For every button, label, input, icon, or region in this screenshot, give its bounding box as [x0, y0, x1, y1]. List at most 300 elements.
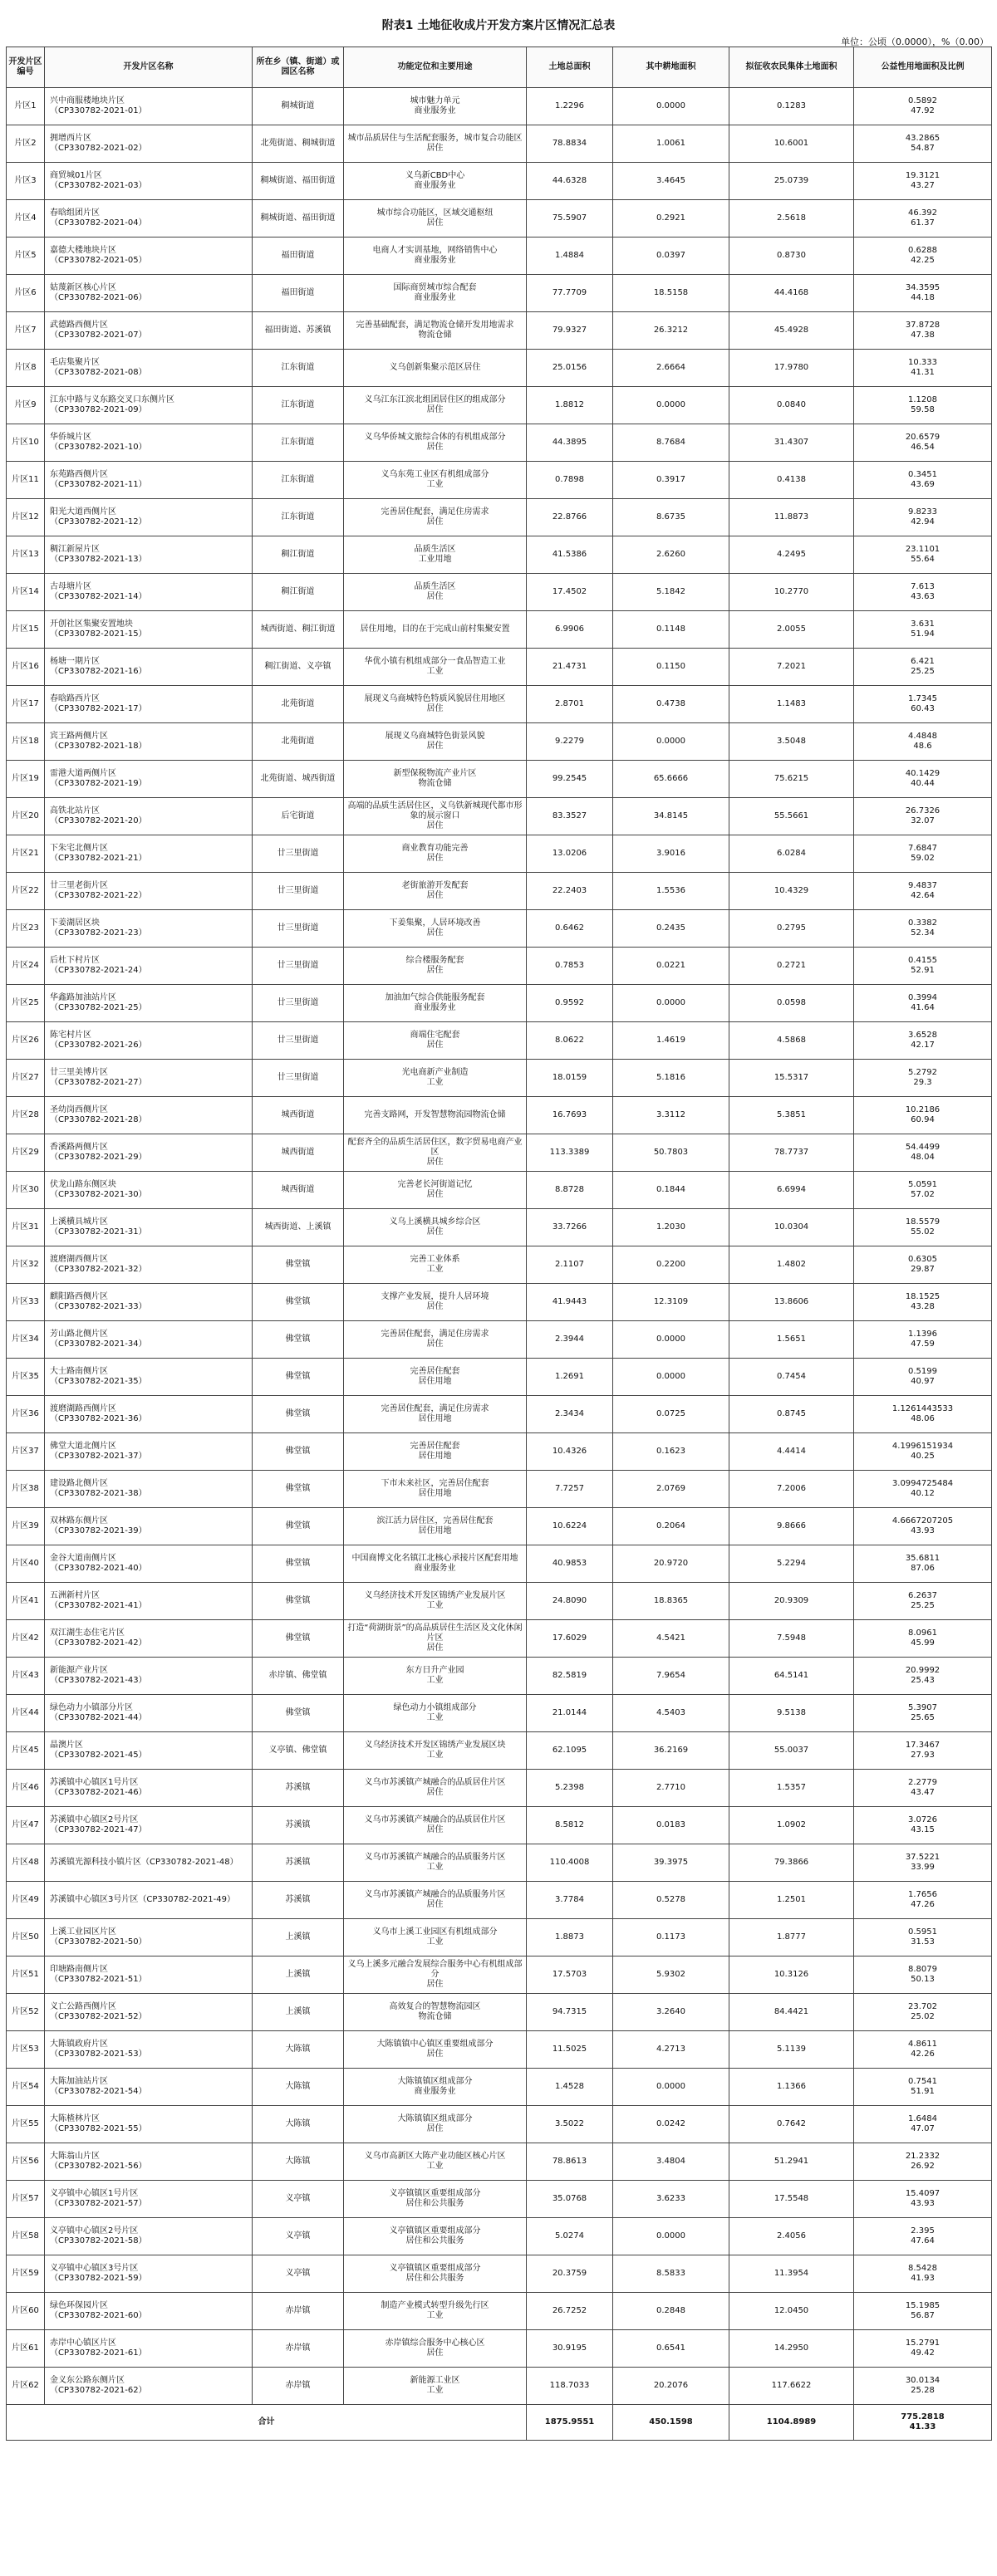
cell-farmland: 20.9720 — [613, 1545, 729, 1583]
cell-collective: 0.8745 — [729, 1396, 854, 1433]
cell-collective: 78.7737 — [729, 1134, 854, 1172]
cell-farmland: 1.0061 — [613, 125, 729, 163]
cell-farmland: 0.3917 — [613, 462, 729, 499]
header-area: 土地总面积 — [527, 47, 613, 88]
cell-name: 渡磨湖西侧片区 （CP330782-2021-32） — [45, 1246, 253, 1284]
cell-code: 片区32 — [7, 1246, 45, 1284]
cell-farmland: 2.6664 — [613, 350, 729, 387]
table-row — [7, 1433, 992, 1471]
table-row — [7, 1246, 992, 1284]
cell-public: 4.8611 42.26 — [854, 2031, 992, 2069]
cell-function: 城市综合功能区，区域交通枢纽 居住 — [344, 200, 527, 238]
cell-location: 江东街道 — [253, 462, 344, 499]
cell-name: 华鑫路加油站片区 （CP330782-2021-25） — [45, 985, 253, 1022]
cell-name: 高铁北站片区 （CP330782-2021-20） — [45, 798, 253, 835]
cell-public: 6.2637 25.25 — [854, 1583, 992, 1620]
cell-location: 上溪镇 — [253, 1994, 344, 2031]
cell-function: 完善居住配套，满足住房需求 居住 — [344, 499, 527, 536]
cell-collective: 4.2495 — [729, 536, 854, 574]
cell-location: 义亭镇 — [253, 2218, 344, 2255]
cell-location: 赤岸镇 — [253, 2368, 344, 2405]
cell-name: 大陈楂林片区 （CP330782-2021-55） — [45, 2106, 253, 2143]
table-row — [7, 1097, 992, 1134]
cell-farmland: 7.9654 — [613, 1658, 729, 1695]
cell-public: 15.1985 56.87 — [854, 2293, 992, 2330]
cell-collective: 1.8777 — [729, 1919, 854, 1956]
cell-area: 6.9906 — [527, 611, 613, 649]
cell-public: 46.392 61.37 — [854, 200, 992, 238]
cell-area: 0.6462 — [527, 910, 613, 948]
cell-function: 大陈镇镇区组成部分 居住 — [344, 2106, 527, 2143]
cell-code: 片区62 — [7, 2368, 45, 2405]
cell-function: 大陈镇镇中心镇区重要组成部分 居住 — [344, 2031, 527, 2069]
cell-location: 佛堂镇 — [253, 1545, 344, 1583]
cell-name: 双林路东侧片区 （CP330782-2021-39） — [45, 1508, 253, 1545]
cell-area: 25.0156 — [527, 350, 613, 387]
cell-code: 片区17 — [7, 686, 45, 723]
cell-location: 赤岸镇 — [253, 2293, 344, 2330]
cell-function: 品质生活区 居住 — [344, 574, 527, 611]
cell-farmland: 18.8365 — [613, 1583, 729, 1620]
table-row — [7, 2330, 992, 2368]
cell-code: 片区44 — [7, 1695, 45, 1732]
total-public: 775.2818 41.33 — [854, 2405, 992, 2441]
cell-name: 晶澳片区 （CP330782-2021-45） — [45, 1732, 253, 1770]
cell-public: 3.6528 42.17 — [854, 1022, 992, 1060]
cell-code: 片区29 — [7, 1134, 45, 1172]
cell-farmland: 0.1844 — [613, 1172, 729, 1209]
cell-farmland: 0.5278 — [613, 1882, 729, 1919]
cell-area: 18.0159 — [527, 1060, 613, 1097]
cell-area: 1.8812 — [527, 387, 613, 424]
header-public: 公益性用地面积及比例 — [854, 47, 992, 88]
table-row — [7, 1658, 992, 1695]
table-row — [7, 275, 992, 312]
cell-public: 19.3121 43.27 — [854, 163, 992, 200]
cell-function: 配套齐全的品质生活居住区，数字贸易电商产业区 居住 — [344, 1134, 527, 1172]
cell-public: 0.5199 40.97 — [854, 1359, 992, 1396]
cell-area: 2.8701 — [527, 686, 613, 723]
cell-area: 7.7257 — [527, 1471, 613, 1508]
cell-farmland: 0.6541 — [613, 2330, 729, 2368]
cell-public: 5.0591 57.02 — [854, 1172, 992, 1209]
cell-name: 廿三里美博片区 （CP330782-2021-27） — [45, 1060, 253, 1097]
cell-code: 片区48 — [7, 1844, 45, 1882]
table-row — [7, 2031, 992, 2069]
cell-name: 新能源产业片区 （CP330782-2021-43） — [45, 1658, 253, 1695]
cell-area: 13.0206 — [527, 835, 613, 873]
cell-public: 8.0961 45.99 — [854, 1620, 992, 1658]
cell-code: 片区54 — [7, 2069, 45, 2106]
cell-code: 片区23 — [7, 910, 45, 948]
table-body — [7, 88, 992, 2405]
cell-farmland: 0.4738 — [613, 686, 729, 723]
table-row — [7, 1471, 992, 1508]
cell-public: 15.2791 49.42 — [854, 2330, 992, 2368]
cell-code: 片区26 — [7, 1022, 45, 1060]
cell-area: 22.2403 — [527, 873, 613, 910]
cell-area: 8.8728 — [527, 1172, 613, 1209]
cell-code: 片区47 — [7, 1807, 45, 1844]
cell-area: 17.4502 — [527, 574, 613, 611]
cell-collective: 0.8730 — [729, 238, 854, 275]
cell-public: 2.2779 43.47 — [854, 1770, 992, 1807]
cell-function: 完善居住配套 居住用地 — [344, 1433, 527, 1471]
cell-farmland: 0.0397 — [613, 238, 729, 275]
cell-name: 苏溪镇中心镇区2号片区 （CP330782-2021-47） — [45, 1807, 253, 1844]
cell-farmland: 20.2076 — [613, 2368, 729, 2405]
cell-name: 商贸城01片区 （CP330782-2021-03） — [45, 163, 253, 200]
cell-area: 9.2279 — [527, 723, 613, 761]
cell-name: 姑蔑新区核心片区 （CP330782-2021-06） — [45, 275, 253, 312]
cell-collective: 7.5948 — [729, 1620, 854, 1658]
table-row — [7, 873, 992, 910]
table-row — [7, 1695, 992, 1732]
table-row — [7, 312, 992, 350]
cell-public: 6.421 25.25 — [854, 649, 992, 686]
cell-area: 77.7709 — [527, 275, 613, 312]
table-row — [7, 1321, 992, 1359]
cell-collective: 6.0284 — [729, 835, 854, 873]
cell-code: 片区39 — [7, 1508, 45, 1545]
cell-location: 苏溪镇 — [253, 1807, 344, 1844]
cell-name: 陈宅村片区 （CP330782-2021-26） — [45, 1022, 253, 1060]
table-row — [7, 1994, 992, 2031]
cell-location: 北苑街道 — [253, 686, 344, 723]
cell-location: 福田街道、苏溪镇 — [253, 312, 344, 350]
cell-location: 佛堂镇 — [253, 1359, 344, 1396]
cell-location: 赤岸镇 — [253, 2330, 344, 2368]
cell-public: 18.5579 55.02 — [854, 1209, 992, 1246]
table-row — [7, 1508, 992, 1545]
cell-location: 佛堂镇 — [253, 1620, 344, 1658]
cell-public: 20.9992 25.43 — [854, 1658, 992, 1695]
cell-name: 下姜湖居区块 （CP330782-2021-23） — [45, 910, 253, 948]
cell-name: 绿色动力小镇部分片区 （CP330782-2021-44） — [45, 1695, 253, 1732]
table-row — [7, 686, 992, 723]
cell-code: 片区2 — [7, 125, 45, 163]
cell-area: 10.6224 — [527, 1508, 613, 1545]
cell-function: 支撑产业发展，提升人居环境 居住 — [344, 1284, 527, 1321]
cell-area: 78.8834 — [527, 125, 613, 163]
cell-function: 完善居住配套，满足住房需求 居住 — [344, 1321, 527, 1359]
cell-location: 稠江街道 — [253, 574, 344, 611]
cell-collective: 17.5548 — [729, 2181, 854, 2218]
cell-collective: 1.4802 — [729, 1246, 854, 1284]
cell-collective: 4.5868 — [729, 1022, 854, 1060]
cell-farmland: 4.2713 — [613, 2031, 729, 2069]
cell-code: 片区24 — [7, 948, 45, 985]
cell-name: 义亭镇中心镇区1号片区 （CP330782-2021-57） — [45, 2181, 253, 2218]
table-row — [7, 649, 992, 686]
table-row — [7, 2218, 992, 2255]
cell-name: 渡磨湖路西侧片区 （CP330782-2021-36） — [45, 1396, 253, 1433]
table-row — [7, 723, 992, 761]
cell-area: 41.9443 — [527, 1284, 613, 1321]
unit-note: 单位：公顷（0.0000），%（0.00） — [841, 37, 989, 47]
cell-public: 30.0134 25.28 — [854, 2368, 992, 2405]
cell-code: 片区6 — [7, 275, 45, 312]
cell-public: 21.2332 26.92 — [854, 2143, 992, 2181]
cell-location: 佛堂镇 — [253, 1471, 344, 1508]
cell-farmland: 0.0221 — [613, 948, 729, 985]
cell-function: 下市未来社区，完善居住配套 居住用地 — [344, 1471, 527, 1508]
cell-code: 片区3 — [7, 163, 45, 200]
cell-collective: 10.4329 — [729, 873, 854, 910]
cell-public: 8.5428 41.93 — [854, 2255, 992, 2293]
cell-public: 3.0994725484 40.12 — [854, 1471, 992, 1508]
cell-public: 17.3467 27.93 — [854, 1732, 992, 1770]
cell-location: 稠江街道 — [253, 536, 344, 574]
cell-code: 片区27 — [7, 1060, 45, 1097]
cell-public: 1.7656 47.26 — [854, 1882, 992, 1919]
cell-name: 金谷大道南侧片区 （CP330782-2021-40） — [45, 1545, 253, 1583]
total-farmland: 450.1598 — [613, 2405, 729, 2441]
cell-public: 10.2186 60.94 — [854, 1097, 992, 1134]
cell-code: 片区21 — [7, 835, 45, 873]
table-row — [7, 2293, 992, 2330]
cell-public: 9.4837 42.64 — [854, 873, 992, 910]
cell-collective: 84.4421 — [729, 1994, 854, 2031]
cell-area: 10.4326 — [527, 1433, 613, 1471]
cell-public: 18.1525 43.28 — [854, 1284, 992, 1321]
cell-public: 0.3994 41.64 — [854, 985, 992, 1022]
table-row — [7, 387, 992, 424]
cell-area: 5.2398 — [527, 1770, 613, 1807]
cell-farmland: 34.8145 — [613, 798, 729, 835]
header-name: 开发片区名称 — [45, 47, 253, 88]
cell-farmland: 2.0769 — [613, 1471, 729, 1508]
cell-location: 福田街道 — [253, 238, 344, 275]
cell-name: 香溪路两侧片区 （CP330782-2021-29） — [45, 1134, 253, 1172]
cell-farmland: 3.4804 — [613, 2143, 729, 2181]
cell-collective: 0.1283 — [729, 88, 854, 125]
cell-function: 义亭镇镇区重要组成部分 居住和公共服务 — [344, 2218, 527, 2255]
cell-location: 北苑街道、稠城街道 — [253, 125, 344, 163]
cell-location: 苏溪镇 — [253, 1770, 344, 1807]
cell-collective: 25.0739 — [729, 163, 854, 200]
cell-farmland: 3.4645 — [613, 163, 729, 200]
cell-location: 赤岸镇、佛堂镇 — [253, 1658, 344, 1695]
table-row — [7, 88, 992, 125]
cell-collective: 3.5048 — [729, 723, 854, 761]
cell-area: 16.7693 — [527, 1097, 613, 1134]
cell-location: 义亭镇 — [253, 2255, 344, 2293]
cell-farmland: 0.1150 — [613, 649, 729, 686]
cell-location: 城西街道、稠江街道 — [253, 611, 344, 649]
cell-collective: 10.0304 — [729, 1209, 854, 1246]
cell-name: 义亡公路西侧片区 （CP330782-2021-52） — [45, 1994, 253, 2031]
cell-code: 片区36 — [7, 1396, 45, 1433]
cell-location: 义亭镇 — [253, 2181, 344, 2218]
cell-area: 1.8873 — [527, 1919, 613, 1956]
cell-collective: 0.2721 — [729, 948, 854, 985]
cell-location: 江东街道 — [253, 499, 344, 536]
cell-farmland: 65.6666 — [613, 761, 729, 798]
cell-farmland: 1.5536 — [613, 873, 729, 910]
cell-code: 片区11 — [7, 462, 45, 499]
cell-area: 35.0768 — [527, 2181, 613, 2218]
table-row — [7, 462, 992, 499]
cell-function: 义亭镇镇区重要组成部分 居住和公共服务 — [344, 2255, 527, 2293]
table-row — [7, 574, 992, 611]
total-area: 1875.9551 — [527, 2405, 613, 2441]
cell-function: 完善居住配套，满足住房需求 居住用地 — [344, 1396, 527, 1433]
cell-location: 城西街道 — [253, 1097, 344, 1134]
cell-name: 开创社区集聚安置地块 （CP330782-2021-15） — [45, 611, 253, 649]
cell-location: 大陈镇 — [253, 2143, 344, 2181]
cell-public: 20.6579 46.54 — [854, 424, 992, 462]
cell-area: 30.9195 — [527, 2330, 613, 2368]
cell-farmland: 2.6260 — [613, 536, 729, 574]
cell-area: 1.2296 — [527, 88, 613, 125]
cell-collective: 0.0840 — [729, 387, 854, 424]
cell-code: 片区40 — [7, 1545, 45, 1583]
cell-farmland: 3.6233 — [613, 2181, 729, 2218]
cell-public: 37.5221 33.99 — [854, 1844, 992, 1882]
cell-area: 17.5703 — [527, 1956, 613, 1994]
cell-public: 7.6847 59.02 — [854, 835, 992, 873]
cell-farmland: 0.1148 — [613, 611, 729, 649]
cell-function: 完善支路网，开发智慧物流园物流仓储 — [344, 1097, 527, 1134]
cell-collective: 0.0598 — [729, 985, 854, 1022]
cell-code: 片区20 — [7, 798, 45, 835]
cell-farmland: 0.0242 — [613, 2106, 729, 2143]
cell-area: 78.8613 — [527, 2143, 613, 2181]
cell-area: 24.8090 — [527, 1583, 613, 1620]
cell-code: 片区46 — [7, 1770, 45, 1807]
table-row — [7, 611, 992, 649]
cell-area: 110.4008 — [527, 1844, 613, 1882]
cell-function: 高效复合的智慧物流园区 物流仓储 — [344, 1994, 527, 2031]
cell-area: 3.5022 — [527, 2106, 613, 2143]
cell-farmland: 0.0000 — [613, 1359, 729, 1396]
cell-location: 廿三里街道 — [253, 873, 344, 910]
cell-farmland: 0.0000 — [613, 723, 729, 761]
cell-farmland: 4.5421 — [613, 1620, 729, 1658]
cell-public: 26.7326 32.07 — [854, 798, 992, 835]
cell-name: 苏溪镇中心镇区1号片区 （CP330782-2021-46） — [45, 1770, 253, 1807]
cell-code: 片区41 — [7, 1583, 45, 1620]
cell-public: 7.613 43.63 — [854, 574, 992, 611]
cell-function: 大陈镇镇区组成部分 商业服务业 — [344, 2069, 527, 2106]
cell-public: 3.0726 43.15 — [854, 1807, 992, 1844]
cell-collective: 5.3851 — [729, 1097, 854, 1134]
cell-location: 福田街道 — [253, 275, 344, 312]
cell-collective: 4.4414 — [729, 1433, 854, 1471]
cell-area: 113.3389 — [527, 1134, 613, 1172]
cell-name: 东苑路西侧片区 （CP330782-2021-11） — [45, 462, 253, 499]
cell-public: 0.5892 47.92 — [854, 88, 992, 125]
cell-area: 2.1107 — [527, 1246, 613, 1284]
cell-public: 0.4155 52.91 — [854, 948, 992, 985]
table-row — [7, 1882, 992, 1919]
table-row — [7, 200, 992, 238]
cell-location: 佛堂镇 — [253, 1508, 344, 1545]
cell-farmland: 50.7803 — [613, 1134, 729, 1172]
cell-name: 拥增西片区 （CP330782-2021-02） — [45, 125, 253, 163]
cell-location: 佛堂镇 — [253, 1583, 344, 1620]
cell-public: 54.4499 48.04 — [854, 1134, 992, 1172]
cell-collective: 51.2941 — [729, 2143, 854, 2181]
cell-public: 43.2865 54.87 — [854, 125, 992, 163]
cell-name: 印塘路南侧片区 （CP330782-2021-51） — [45, 1956, 253, 1994]
cell-location: 廿三里街道 — [253, 910, 344, 948]
cell-location: 廿三里街道 — [253, 1060, 344, 1097]
table-title: 附表1 土地征收成片开发方案片区情况汇总表 — [381, 19, 616, 32]
cell-collective: 10.3126 — [729, 1956, 854, 1994]
table-row — [7, 238, 992, 275]
cell-code: 片区30 — [7, 1172, 45, 1209]
cell-farmland: 0.0000 — [613, 2069, 729, 2106]
cell-code: 片区38 — [7, 1471, 45, 1508]
cell-public: 35.6811 87.06 — [854, 1545, 992, 1583]
cell-area: 1.4528 — [527, 2069, 613, 2106]
table-row — [7, 163, 992, 200]
cell-farmland: 3.3112 — [613, 1097, 729, 1134]
cell-location: 北苑街道 — [253, 723, 344, 761]
cell-name: 下朱宅北侧片区 （CP330782-2021-21） — [45, 835, 253, 873]
cell-farmland: 1.4619 — [613, 1022, 729, 1060]
cell-function: 商业教育功能完善 居住 — [344, 835, 527, 873]
cell-farmland: 0.0000 — [613, 2218, 729, 2255]
cell-name: 双江湖生态住宅片区 （CP330782-2021-42） — [45, 1620, 253, 1658]
cell-collective: 1.1483 — [729, 686, 854, 723]
table-row — [7, 125, 992, 163]
cell-collective: 1.1366 — [729, 2069, 854, 2106]
cell-name: 稠江新屋片区 （CP330782-2021-13） — [45, 536, 253, 574]
cell-collective: 55.5661 — [729, 798, 854, 835]
cell-name: 大陈翁山片区 （CP330782-2021-56） — [45, 2143, 253, 2181]
cell-code: 片区59 — [7, 2255, 45, 2293]
table-row — [7, 1545, 992, 1583]
cell-name: 麒阳路西侧片区 （CP330782-2021-33） — [45, 1284, 253, 1321]
cell-area: 2.3434 — [527, 1396, 613, 1433]
cell-name: 义亭镇中心镇区2号片区 （CP330782-2021-58） — [45, 2218, 253, 2255]
cell-code: 片区16 — [7, 649, 45, 686]
table-row — [7, 1956, 992, 1994]
cell-area: 44.6328 — [527, 163, 613, 200]
cell-collective: 2.0055 — [729, 611, 854, 649]
cell-code: 片区28 — [7, 1097, 45, 1134]
cell-location: 上溪镇 — [253, 1919, 344, 1956]
cell-function: 商端住宅配套 居住 — [344, 1022, 527, 1060]
cell-farmland: 26.3212 — [613, 312, 729, 350]
cell-farmland: 0.2435 — [613, 910, 729, 948]
cell-location: 义亭镇、佛堂镇 — [253, 1732, 344, 1770]
cell-function: 加油加气综合供能服务配套 商业服务业 — [344, 985, 527, 1022]
table-row — [7, 835, 992, 873]
cell-collective: 45.4928 — [729, 312, 854, 350]
cell-function: 下姜集聚，人居环境改善 居住 — [344, 910, 527, 948]
cell-area: 0.7853 — [527, 948, 613, 985]
cell-public: 0.7541 51.91 — [854, 2069, 992, 2106]
header-collective: 拟征收农民集体土地面积 — [729, 47, 854, 88]
cell-function: 制造产业模式转型升级先行区 工业 — [344, 2293, 527, 2330]
cell-collective: 0.7454 — [729, 1359, 854, 1396]
cell-farmland: 0.2848 — [613, 2293, 729, 2330]
cell-collective: 79.3866 — [729, 1844, 854, 1882]
cell-function: 城市魅力单元 商业服务业 — [344, 88, 527, 125]
cell-area: 22.8766 — [527, 499, 613, 536]
header-function: 功能定位和主要用途 — [344, 47, 527, 88]
cell-public: 23.1101 55.64 — [854, 536, 992, 574]
cell-area: 3.7784 — [527, 1882, 613, 1919]
cell-location: 苏溪镇 — [253, 1882, 344, 1919]
table-row — [7, 1209, 992, 1246]
cell-farmland: 18.5158 — [613, 275, 729, 312]
cell-code: 片区8 — [7, 350, 45, 387]
